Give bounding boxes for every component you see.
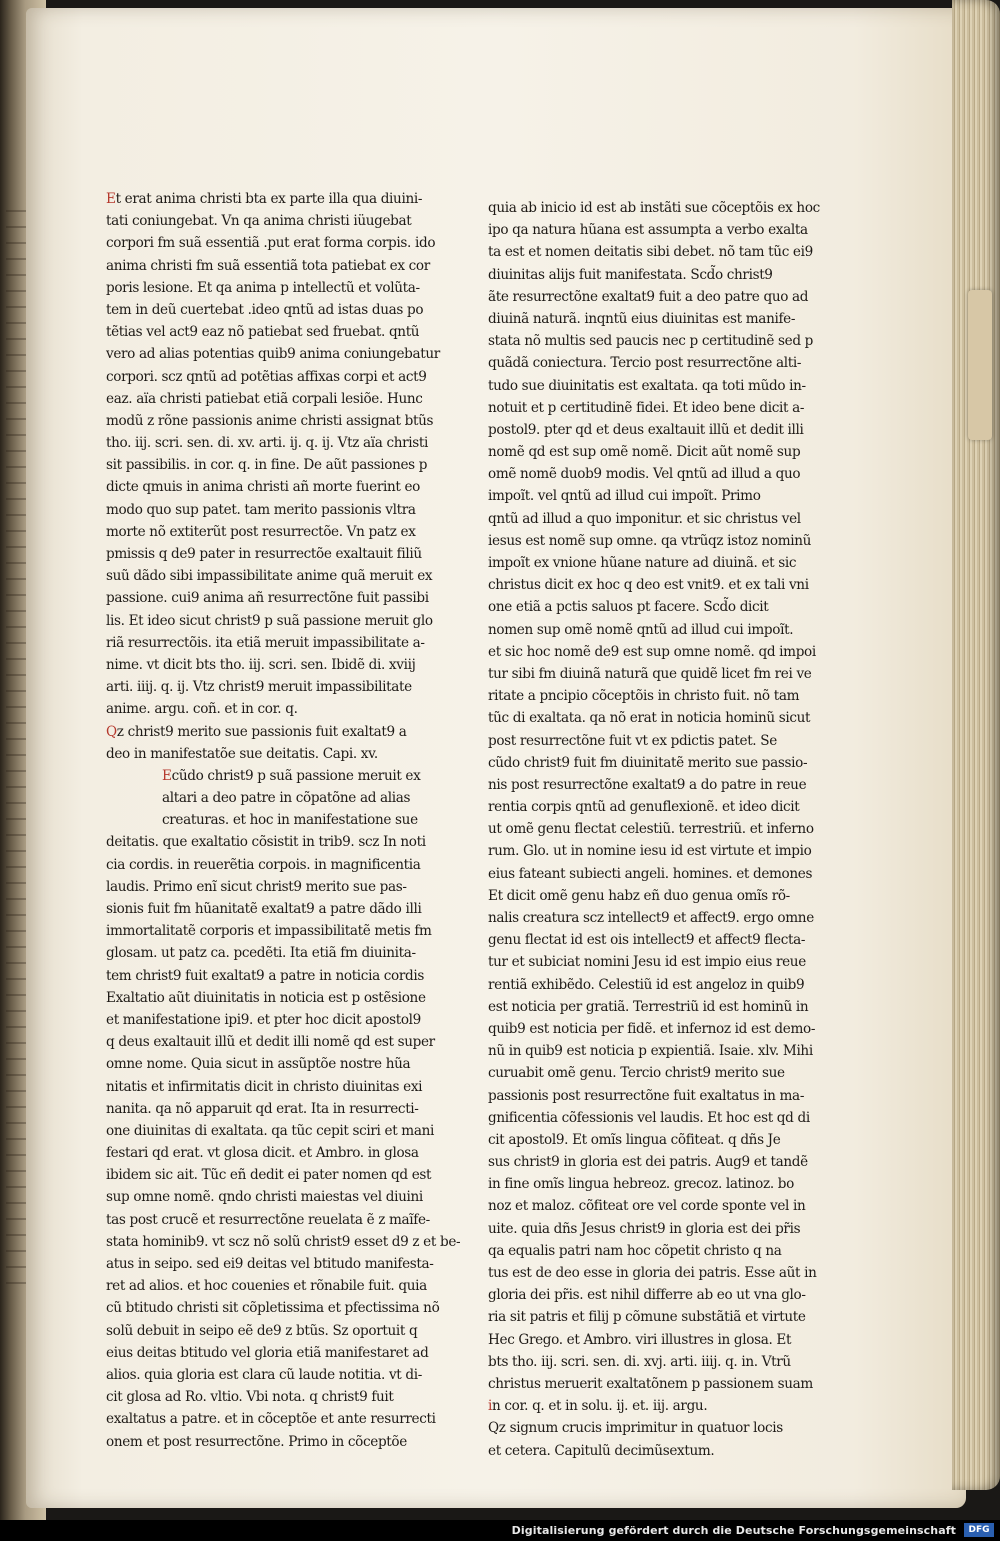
text-line: ut omẽ genu flectat celestiũ. terrestriũ. et inferno (488, 821, 814, 838)
text-line: uite. quia dñs Jesus christ9 in gloria est dei pr̃is (488, 1220, 801, 1237)
dfg-logo-icon: DFG (964, 1523, 994, 1537)
text-line: est noticia per gratiã. Terrestriũ id est hominũ in (488, 998, 809, 1015)
text-line: in cor. q. et in solu. ij. et. iij. argu. (488, 1398, 708, 1415)
text-line: cũ btitudo christi sit cõpletissima et pfectissima nõ (106, 1300, 440, 1317)
text-line: et cetera. Capitulũ decimũsextum. (488, 1442, 715, 1459)
text-line: quib9 est noticia per fidẽ. et infernoz id est demo- (488, 1020, 816, 1037)
text-line: nitatis et infirmitatis dicit in christo diuinitas exi (106, 1078, 423, 1095)
text-line: anime. argu. coñ. et in cor. q. (106, 701, 298, 718)
text-line: christus dicit ex hoc q deo est vnit9. et ex tali vni (488, 577, 809, 594)
text-line: gloria dei pr̃is. est nihil differre ab eo ut vna glo- (488, 1287, 806, 1304)
text-line: corpori fm suã essentiã .put erat forma corpis. ido (106, 235, 436, 252)
text-line: stata nõ multis sed paucis nec p certitudinẽ sed p (488, 333, 814, 350)
text-line: cia cordis. in reuerẽtia corpois. in magnificentia (106, 856, 421, 873)
text-line: omẽ nomẽ duob9 modis. Vel qntũ ad illud a quo (488, 466, 801, 483)
text-line: notuit et p certitudinẽ fidei. Et ideo bene dicit a- (488, 399, 805, 416)
text-line: christus meruerit exaltatõnem p passionem suam (488, 1375, 813, 1392)
text-line: modũ z rõne passionis anime christi assignat btũs (106, 412, 434, 429)
text-line: impoĩt ex vnione hũane nature ad diuinã. et sic (488, 555, 797, 571)
text-line: passionis post resurrectõne fuit exaltatus in ma- (488, 1087, 805, 1104)
text-line: alios. quia gloria est clara cũ laude notitia. vt di- (106, 1366, 422, 1383)
funding-credit: Digitalisierung gefördert durch die Deutsche Forschungsgemeinschaft (511, 1524, 956, 1537)
text-line: tẽtias vel act9 eaz nõ patiebat sed fruebat. qntũ (106, 324, 420, 341)
text-line: gnificentia cõfessionis vel laudis. Et hoc est qd di (488, 1109, 810, 1126)
text-line: solũ debuit in seipo eẽ de9 z btũs. Sz oportuit q (106, 1322, 418, 1339)
text-line: diuinitas alijs fuit manifestata. Scd̃o christ9 (488, 266, 773, 283)
text-line: Ecũdo christ9 p suã passione meruit ex (162, 767, 421, 784)
text-line: rentiã exhibẽdo. Celestiũ id est angeloz in quib9 (488, 976, 805, 993)
text-line: immortalitatẽ corporis et impassibilitatẽ metis fm (106, 923, 432, 940)
text-line: nomẽ qd est sup omẽ nomẽ. Dicit aũt nomẽ sup (488, 444, 801, 461)
text-line: genu flectat id est ois intellect9 et affect9 flecta- (488, 932, 806, 949)
text-line: Et dicit omẽ genu habz eñ duo genua omĩs rõ- (488, 887, 790, 904)
text-line: omne nome. Quia sicut in assũptõe nostre hũa (106, 1056, 411, 1073)
text-line: q deus exaltauit illũ et dedit illi nomẽ qd est super (106, 1034, 435, 1051)
page-stack-edge (952, 0, 1000, 1490)
text-column-right (488, 197, 820, 1462)
text-line: riã resurrectõis. ita etiã meruit impassibilitate a- (106, 634, 425, 651)
text-line: quia ab inicio id est ab instãti sue cõceptõis ex hoc (488, 200, 820, 216)
text-line: in fine omĩs lingua hebreoz. grecoz. latinoz. bo (488, 1176, 794, 1193)
text-line: morte nõ extiterũt post resurrectõe. Vn patz ex (106, 523, 416, 540)
text-line: ret ad alios. et hoc couenies et rõnabile fuit. quia (106, 1278, 427, 1295)
footer-bar (0, 1520, 1000, 1541)
text-column-left (106, 188, 461, 1453)
text-line: one etiã a pctis saluos pt facere. Scd̃o dicit (488, 599, 769, 616)
text-line: cit apostol9. Et omĩs lingua cõfiteat. q dñs Je (488, 1131, 781, 1148)
text-line: modo quo sup patet. tam merito passionis vltra (106, 501, 416, 518)
text-line: cũdo christ9 fuit fm diuinitatẽ merito sue passio- (488, 754, 808, 771)
text-line: nanita. qa nõ apparuit qd erat. Ita in resurrecti- (106, 1100, 419, 1117)
text-line: bts tho. iij. scri. sen. di. xvj. arti. iiij. q. in. Vtrũ (488, 1353, 791, 1370)
text-line: altari a deo patre in cõpatõne ad alias (162, 790, 411, 807)
text-line: one diuinitas di exaltata. qa tũc cepit sciri et mani (106, 1122, 434, 1139)
text-line: rentia corpis qntũ ad genuflexionẽ. et ideo dicit (488, 799, 800, 816)
text-line: eius fateant subiecti angeli. homines. et demones (488, 865, 813, 882)
text-line: arti. iiij. q. ij. Vtz christ9 meruit impassibilitate (106, 679, 412, 696)
text-line: sit passibilis. in cor. q. in fine. De aũt passiones p (106, 457, 428, 474)
text-line: nũ in quib9 est noticia p expientiã. Isaie. xlv. Mihi (488, 1043, 813, 1060)
text-line: eius deitas btitudo vel gloria etiã manifestaret ad (106, 1344, 429, 1361)
text-line: tati coniungebat. Vn qa anima christi iüugebat (106, 213, 412, 230)
text-line: iesus est nomẽ sup omne. qa vtrũqz istoz nominũ (488, 532, 812, 549)
text-line: eaz. aïa christi patiebat etiã corpali lesiõe. Hunc (106, 390, 423, 407)
text-line: ãte resurrectõne exaltat9 fuit a deo patre quo ad (488, 288, 809, 305)
text-line: et sic hoc nomẽ de9 est sup omne nomẽ. qd impoi (488, 643, 816, 660)
text-line: diuinã naturã. inqntũ eius diuinitas est manife- (488, 310, 796, 327)
text-line: rum. Glo. ut in nomine iesu id est virtute et impio (488, 843, 812, 860)
text-line: tas post crucẽ et resurrectõne reuelata ẽ z maĩfe- (106, 1211, 430, 1228)
text-line: ritate a pncipio cõceptõis in christo fuit. nõ tam (488, 688, 800, 705)
text-line: anima christi fm suã essentiã tota patiebat ex cor (106, 257, 430, 274)
text-line: qa equalis patri nam hoc cõpetit christo q na (488, 1242, 782, 1259)
text-line: nomen sup omẽ nomẽ qntũ ad illud cui impoĩt. (488, 621, 794, 638)
text-line: cit glosa ad Ro. vltio. Vbi nota. q christ9 fuit (106, 1389, 394, 1406)
text-line: dicte qmuis in anima christi añ morte fuerint eo (106, 479, 420, 496)
text-line: postol9. pter qd et deus exaltauit illũ et dedit illi (488, 421, 804, 438)
text-line: qntũ ad illud a quo imponitur. et sic christus vel (488, 510, 801, 527)
text-line: Exaltatio aũt diuinitatis in noticia est p ostẽsione (106, 989, 426, 1006)
text-line: ria sit patris et filij p cõmune substãtiã et virtute (488, 1309, 806, 1326)
text-line: impoĩt. vel qntũ ad illud cui impoĩt. Primo (488, 488, 761, 505)
text-line: noz et maloz. cõfiteat ore vel corde sponte vel in (488, 1198, 806, 1215)
text-line: poris lesione. Et qa anima p intellectũ et volũta- (106, 279, 420, 296)
text-line: pmissis q de9 pater in resurrectõe exaltauit filiũ (106, 546, 422, 562)
text-line: corpori. scz qntũ ad potẽtias affixas corpi et act9 (106, 368, 427, 385)
text-line: post resurrectõne fuit vt ex pdictis patet. Se (488, 732, 777, 749)
text-line: tho. iij. scri. sen. di. xv. arti. ij. q. ij. Vtz aïa christi (106, 435, 429, 452)
text-line: quãdã coniectura. Tercio post resurrectõne alti- (488, 355, 802, 372)
text-line: tur sibi fm diuinã naturã que quidẽ licet fm rei ve (488, 665, 812, 682)
text-line: onem et post resurrectõne. Primo in cõceptõe (106, 1433, 407, 1450)
page (26, 8, 966, 1508)
text-line: tudo sue diuinitatis est exaltata. qa toti mũdo in- (488, 377, 806, 394)
text-line: sup omne nomẽ. qndo christi maiestas vel diuini (106, 1189, 423, 1206)
text-line: deo in manifestatõe sue deitatis. Capi. xv. (106, 745, 378, 762)
text-line: Hec Grego. et Ambro. viri illustres in glosa. Et (488, 1331, 792, 1348)
text-line: Et erat anima christi bta ex parte illa qua diuini- (106, 191, 423, 207)
text-line: tem christ9 fuit exaltat9 a patre in noticia cordis (106, 967, 425, 984)
text-line: creaturas. et hoc in manifestatione sue (162, 812, 418, 829)
text-line: laudis. Primo enĩ sicut christ9 merito sue pas- (106, 878, 407, 895)
text-line: Qz christ9 merito sue passionis fuit exaltat9 a (106, 723, 407, 740)
text-line: atus in seipo. sed ei9 deitas vel btitudo manifesta- (106, 1256, 434, 1272)
text-line: et manifestatione ipi9. et pter hoc dicit apostol9 (106, 1011, 421, 1028)
text-line: ibidem sic ait. Tũc eñ dedit ei pater nomen qd est (106, 1167, 432, 1184)
text-line: vero ad alias potentias quib9 anima coniungebatur (106, 346, 440, 363)
text-line: glosam. ut patz ca. pcedẽti. Ita etiã fm diuinita- (106, 945, 416, 962)
text-line: Qz signum crucis imprimitur in quatuor locis (488, 1420, 783, 1437)
text-line: nalis creatura scz intellect9 et affect9. ergo omne (488, 910, 814, 926)
text-line: ipo qa natura hũana est assumpta a verbo exalta (488, 222, 808, 239)
text-line: festari qd erat. vt glosa dicit. et Ambro. in glosa (106, 1145, 419, 1162)
text-line: passione. cui9 anima añ resurrectõne fuit passibi (106, 590, 429, 607)
text-line: tus est de deo esse in gloria dei patris. Esse aũt in (488, 1265, 817, 1281)
text-line: nis post resurrectõne exaltat9 a do patre in reue (488, 776, 807, 793)
text-line: stata hominib9. vt scz nõ solũ christ9 esset d9 z et be- (106, 1233, 461, 1250)
text-line: exaltatus a patre. et in cõceptõe et ante resurrecti (106, 1411, 436, 1428)
text-line: ta est et nomen deitatis sibi debet. nõ tam tũc ei9 (488, 244, 813, 261)
bookmark-ribbon (968, 290, 992, 440)
text-line: nime. vt dicit bts tho. iij. scri. sen. Ibidẽ di. xviij (106, 656, 416, 673)
text-line: suũ dãdo sibi impassibilitate anime quã meruit ex (106, 568, 433, 585)
text-line: tũc di exaltata. qa nõ erat in noticia hominũ sicut (488, 710, 811, 727)
text-line: sus christ9 in gloria est dei patris. Aug9 et tandẽ (488, 1154, 808, 1171)
text-line: tem in deũ cuertebat .ideo qntũ ad istas duas po (106, 301, 424, 318)
text-line: curuabit omẽ genu. Tercio christ9 merito sue (488, 1065, 785, 1082)
text-line: tur et subiciat nomini Jesu id est impio eius reue (488, 954, 806, 971)
text-line: lis. Et ideo sicut christ9 p suã passione meruit glo (106, 612, 433, 629)
text-line: sionis fuit fm hũanitatẽ exaltat9 a patre dãdo illi (106, 901, 422, 917)
text-line: deitatis. que exaltatio cõsistit in trib9. scz In noti (106, 834, 426, 851)
